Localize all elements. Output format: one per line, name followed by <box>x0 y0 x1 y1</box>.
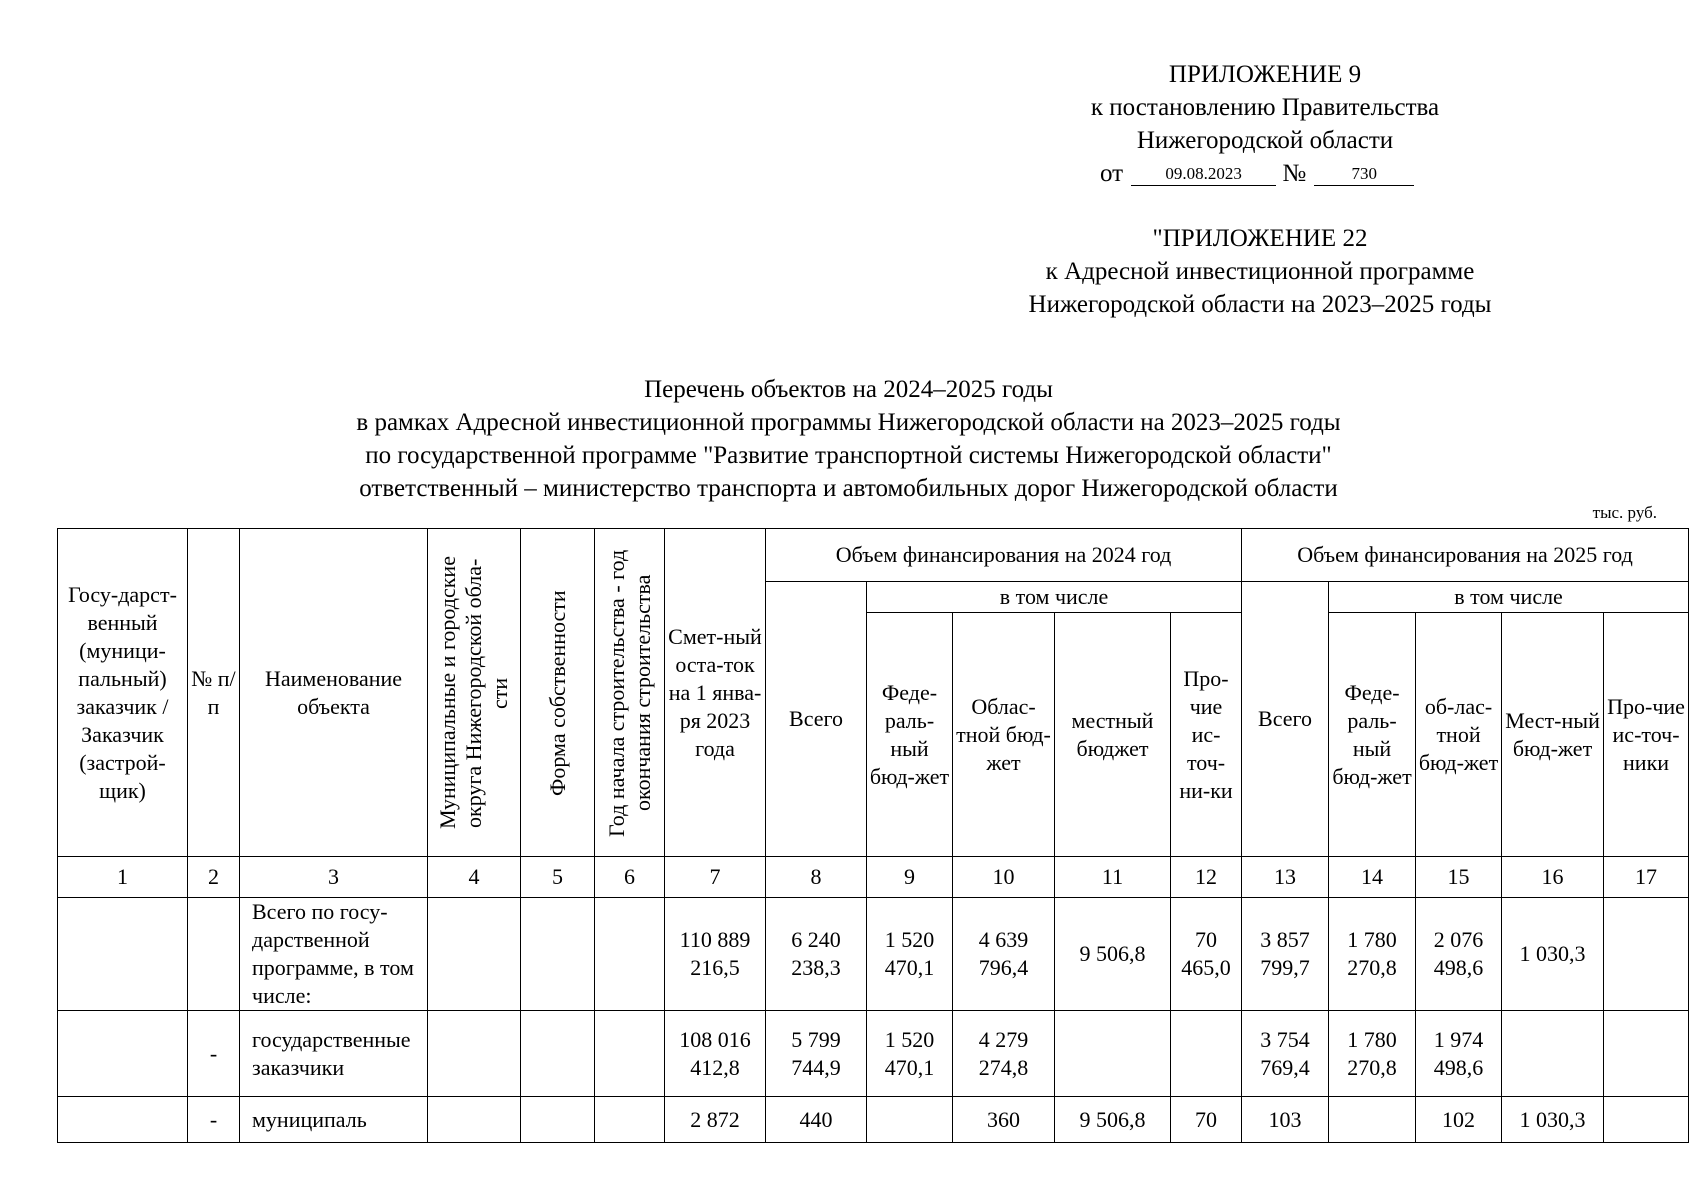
objects-table <box>57 528 1689 1143</box>
decree-date: 09.08.2023 <box>1131 163 1276 186</box>
cell: 3 754 769,4 <box>1242 1011 1329 1097</box>
units-label: тыс. руб. <box>1592 503 1657 522</box>
table-row <box>58 1011 1689 1097</box>
header-2025-federal: Феде-раль-ный бюд-жет <box>1329 613 1416 857</box>
appendix-9-title: ПРИЛОЖЕНИЕ 9 <box>1168 61 1362 88</box>
appendix-22-line3: Нижегородской области на 2023–2025 годы <box>1028 291 1492 318</box>
cell: 2 076 498,6 <box>1416 898 1502 1011</box>
cell: 1 974 498,6 <box>1416 1011 1502 1097</box>
header-customer: Госу-дарст-венный (муници-пальный) заказчик / Заказчик (застрой-щик) <box>58 529 188 857</box>
column-number: 9 <box>867 857 953 898</box>
cell: 70 465,0 <box>1171 898 1242 1011</box>
cell: 110 889 216,5 <box>665 898 766 1011</box>
appendix-9-line3: Нижегородской области <box>1136 127 1394 154</box>
cell: 4 639 796,4 <box>953 898 1055 1011</box>
document-title-line: ответственный – министерство транспорта и автомобильных дорог Нижегородской области <box>359 475 1338 502</box>
cell <box>428 1097 521 1143</box>
column-number: 13 <box>1242 857 1329 898</box>
cell <box>1502 1011 1604 1097</box>
column-number: 12 <box>1171 857 1242 898</box>
cell <box>58 1097 188 1143</box>
cell: 102 <box>1416 1097 1502 1143</box>
cell <box>58 898 188 1011</box>
column-number: 3 <box>240 857 428 898</box>
header-construction-years <box>595 529 665 857</box>
cell <box>595 1011 665 1097</box>
decree-number: 730 <box>1314 163 1414 186</box>
column-number: 14 <box>1329 857 1416 898</box>
document-title-line: в рамках Адресной инвестиционной программы Нижегородской области на 2023–2025 годы <box>356 409 1341 436</box>
header-2024-total: Всего <box>766 582 867 857</box>
column-number: 8 <box>766 857 867 898</box>
cell: 1 030,3 <box>1502 898 1604 1011</box>
header-financing-2025: Объем финансирования на 2025 год <box>1242 529 1689 582</box>
column-number: 4 <box>428 857 521 898</box>
cell: - <box>188 1097 240 1143</box>
header-number: № п/п <box>188 529 240 857</box>
header-2024-federal: Феде-раль-ный бюд-жет <box>867 613 953 857</box>
cell <box>428 1011 521 1097</box>
column-number: 2 <box>188 857 240 898</box>
column-number: 1 <box>58 857 188 898</box>
header-2025-including: в том числе <box>1329 582 1689 613</box>
column-numbers-row <box>58 857 1689 898</box>
column-number: 15 <box>1416 857 1502 898</box>
cell: 1 780 270,8 <box>1329 1011 1416 1097</box>
column-number: 16 <box>1502 857 1604 898</box>
column-number: 5 <box>521 857 595 898</box>
cell: 1 030,3 <box>1502 1097 1604 1143</box>
column-number: 11 <box>1055 857 1171 898</box>
document-title <box>0 373 1697 505</box>
cell <box>1604 898 1689 1011</box>
cell <box>521 1097 595 1143</box>
cell: 4 279 274,8 <box>953 1011 1055 1097</box>
appendix-9-line2: к постановлению Правительства <box>1090 94 1440 121</box>
cell: 3 857 799,7 <box>1242 898 1329 1011</box>
cell: 1 520 470,1 <box>867 898 953 1011</box>
cell <box>58 1011 188 1097</box>
cell: 1 780 270,8 <box>1329 898 1416 1011</box>
cell: 9 506,8 <box>1055 898 1171 1011</box>
appendix-9-header <box>1060 58 1470 157</box>
cell: 1 520 470,1 <box>867 1011 953 1097</box>
cell <box>867 1097 953 1143</box>
decree-date-number <box>1100 157 1414 190</box>
cell <box>188 898 240 1011</box>
cell <box>428 898 521 1011</box>
cell <box>595 1097 665 1143</box>
cell: 440 <box>766 1097 867 1143</box>
table-row <box>58 1097 1689 1143</box>
header-2024-other: Про-чие ис-точ-ни-ки <box>1171 613 1242 857</box>
table-row <box>58 898 1689 1011</box>
column-number: 7 <box>665 857 766 898</box>
header-2024-local: местный бюджет <box>1055 613 1171 857</box>
header-2024-regional: Облас-тной бюд-жет <box>953 613 1055 857</box>
cell: 70 <box>1171 1097 1242 1143</box>
header-municipal-districts-text: Муниципальные и городские округа Нижегородской обла-сти <box>435 556 512 829</box>
header-2025-regional: об-лас-тной бюд-жет <box>1416 613 1502 857</box>
header-object-name: Наименование объекта <box>240 529 428 857</box>
cell: - <box>188 1011 240 1097</box>
appendix-22-header <box>990 222 1530 321</box>
cell-object-name: муниципаль <box>240 1097 428 1143</box>
cell: 2 872 <box>665 1097 766 1143</box>
document-title-line: Перечень объектов на 2024–2025 годы <box>644 376 1053 403</box>
header-2025-total: Всего <box>1242 582 1329 857</box>
header-2025-local: Мест-ный бюд-жет <box>1502 613 1604 857</box>
cell <box>595 898 665 1011</box>
header-municipal-districts <box>428 529 521 857</box>
header-ownership-form <box>521 529 595 857</box>
cell <box>1055 1011 1171 1097</box>
column-number: 6 <box>595 857 665 898</box>
cell-object-name: Всего по госу-дарственной программе, в том числе: <box>240 898 428 1011</box>
cell: 9 506,8 <box>1055 1097 1171 1143</box>
cell <box>1329 1097 1416 1143</box>
document-title-line: по государственной программе "Развитие транспортной системы Нижегородской области" <box>365 442 1332 469</box>
column-number: 10 <box>953 857 1055 898</box>
cell <box>1604 1011 1689 1097</box>
header-2025-other: Про-чие ис-точ-ники <box>1604 613 1689 857</box>
appendix-22-title: "ПРИЛОЖЕНИЕ 22 <box>1152 225 1368 252</box>
cell: 360 <box>953 1097 1055 1143</box>
cell <box>1171 1011 1242 1097</box>
cell-object-name: государственные заказчики <box>240 1011 428 1097</box>
column-number: 17 <box>1604 857 1689 898</box>
header-estimate-balance: Смет-ный оста-ток на 1 янва-ря 2023 года <box>665 529 766 857</box>
header-2024-including: в том числе <box>867 582 1242 613</box>
header-construction-years-text: Год начала строительства - год окончания строительства <box>603 548 655 837</box>
cell: 103 <box>1242 1097 1329 1143</box>
number-label: № <box>1282 160 1307 187</box>
appendix-22-line2: к Адресной инвестиционной программе <box>1045 258 1475 285</box>
cell: 5 799 744,9 <box>766 1011 867 1097</box>
cell: 108 016 412,8 <box>665 1011 766 1097</box>
cell <box>521 898 595 1011</box>
from-label: от <box>1100 160 1124 187</box>
cell <box>1604 1097 1689 1143</box>
header-financing-2024: Объем финансирования на 2024 год <box>766 529 1242 582</box>
cell <box>521 1011 595 1097</box>
header-ownership-form-text: Форма собственности <box>544 589 570 796</box>
cell: 6 240 238,3 <box>766 898 867 1011</box>
